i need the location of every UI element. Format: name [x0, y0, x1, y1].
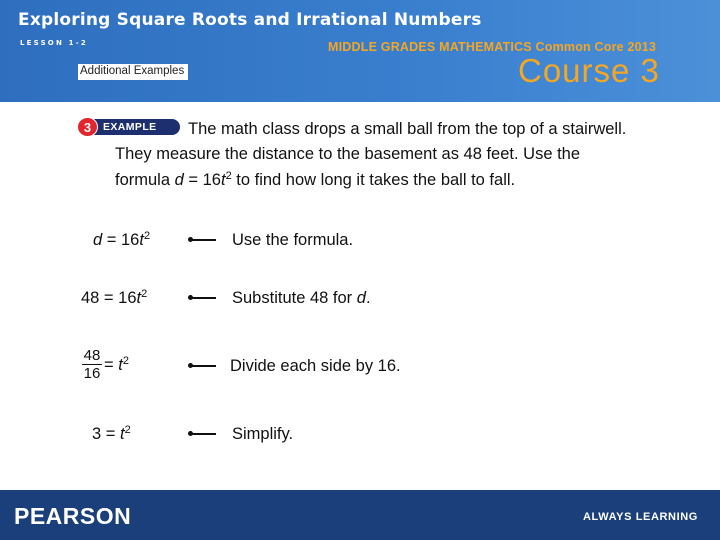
- step-note-2: Substitute 48 for d.: [232, 289, 371, 307]
- problem-line-2: They measure the distance to the basement as 48 feet. Use the: [115, 145, 581, 163]
- problem-line-3: formula $d = 16t^2$ to find how long it takes the ball to fall.: [115, 170, 516, 189]
- example-badge: [77, 117, 180, 137]
- equation-step-3: = $t^2$: [104, 355, 129, 374]
- arrow-icon: [188, 236, 216, 244]
- step-note-3: Divide each side by 16.: [230, 357, 401, 375]
- fraction-48-over-16: [82, 347, 102, 383]
- arrow-icon: [188, 294, 216, 302]
- section-label: Additional Examples: [78, 64, 188, 80]
- arrow-icon: [188, 362, 216, 370]
- lesson-label: LESSON 1-2: [20, 39, 88, 47]
- course-label: Course 3: [518, 52, 660, 89]
- equation-step-2: $48 = 16t^2$: [81, 288, 148, 307]
- arrow-icon: [188, 430, 216, 438]
- fraction-numerator: 48: [83, 347, 101, 364]
- pearson-logo: PEARSON: [14, 503, 132, 529]
- fraction-denominator: 16: [83, 365, 101, 382]
- example-number: 3: [77, 117, 98, 137]
- equation-step-4: $3 = t^2$: [92, 424, 131, 443]
- equation-step-1: $d = 16t^2$: [93, 230, 151, 249]
- example-label: EXAMPLE: [87, 119, 180, 135]
- problem-line-1: The math class drops a small ball from the top of a stairwell.: [188, 120, 627, 138]
- slide-title: Exploring Square Roots and Irrational Numbers: [18, 10, 482, 30]
- footer-tagline: ALWAYS LEARNING: [583, 511, 698, 523]
- step-note-1: Use the formula.: [232, 231, 354, 249]
- series-label: MIDDLE GRADES MATHEMATICS Common Core 2013: [328, 40, 657, 54]
- step-note-4: Simplify.: [232, 425, 294, 443]
